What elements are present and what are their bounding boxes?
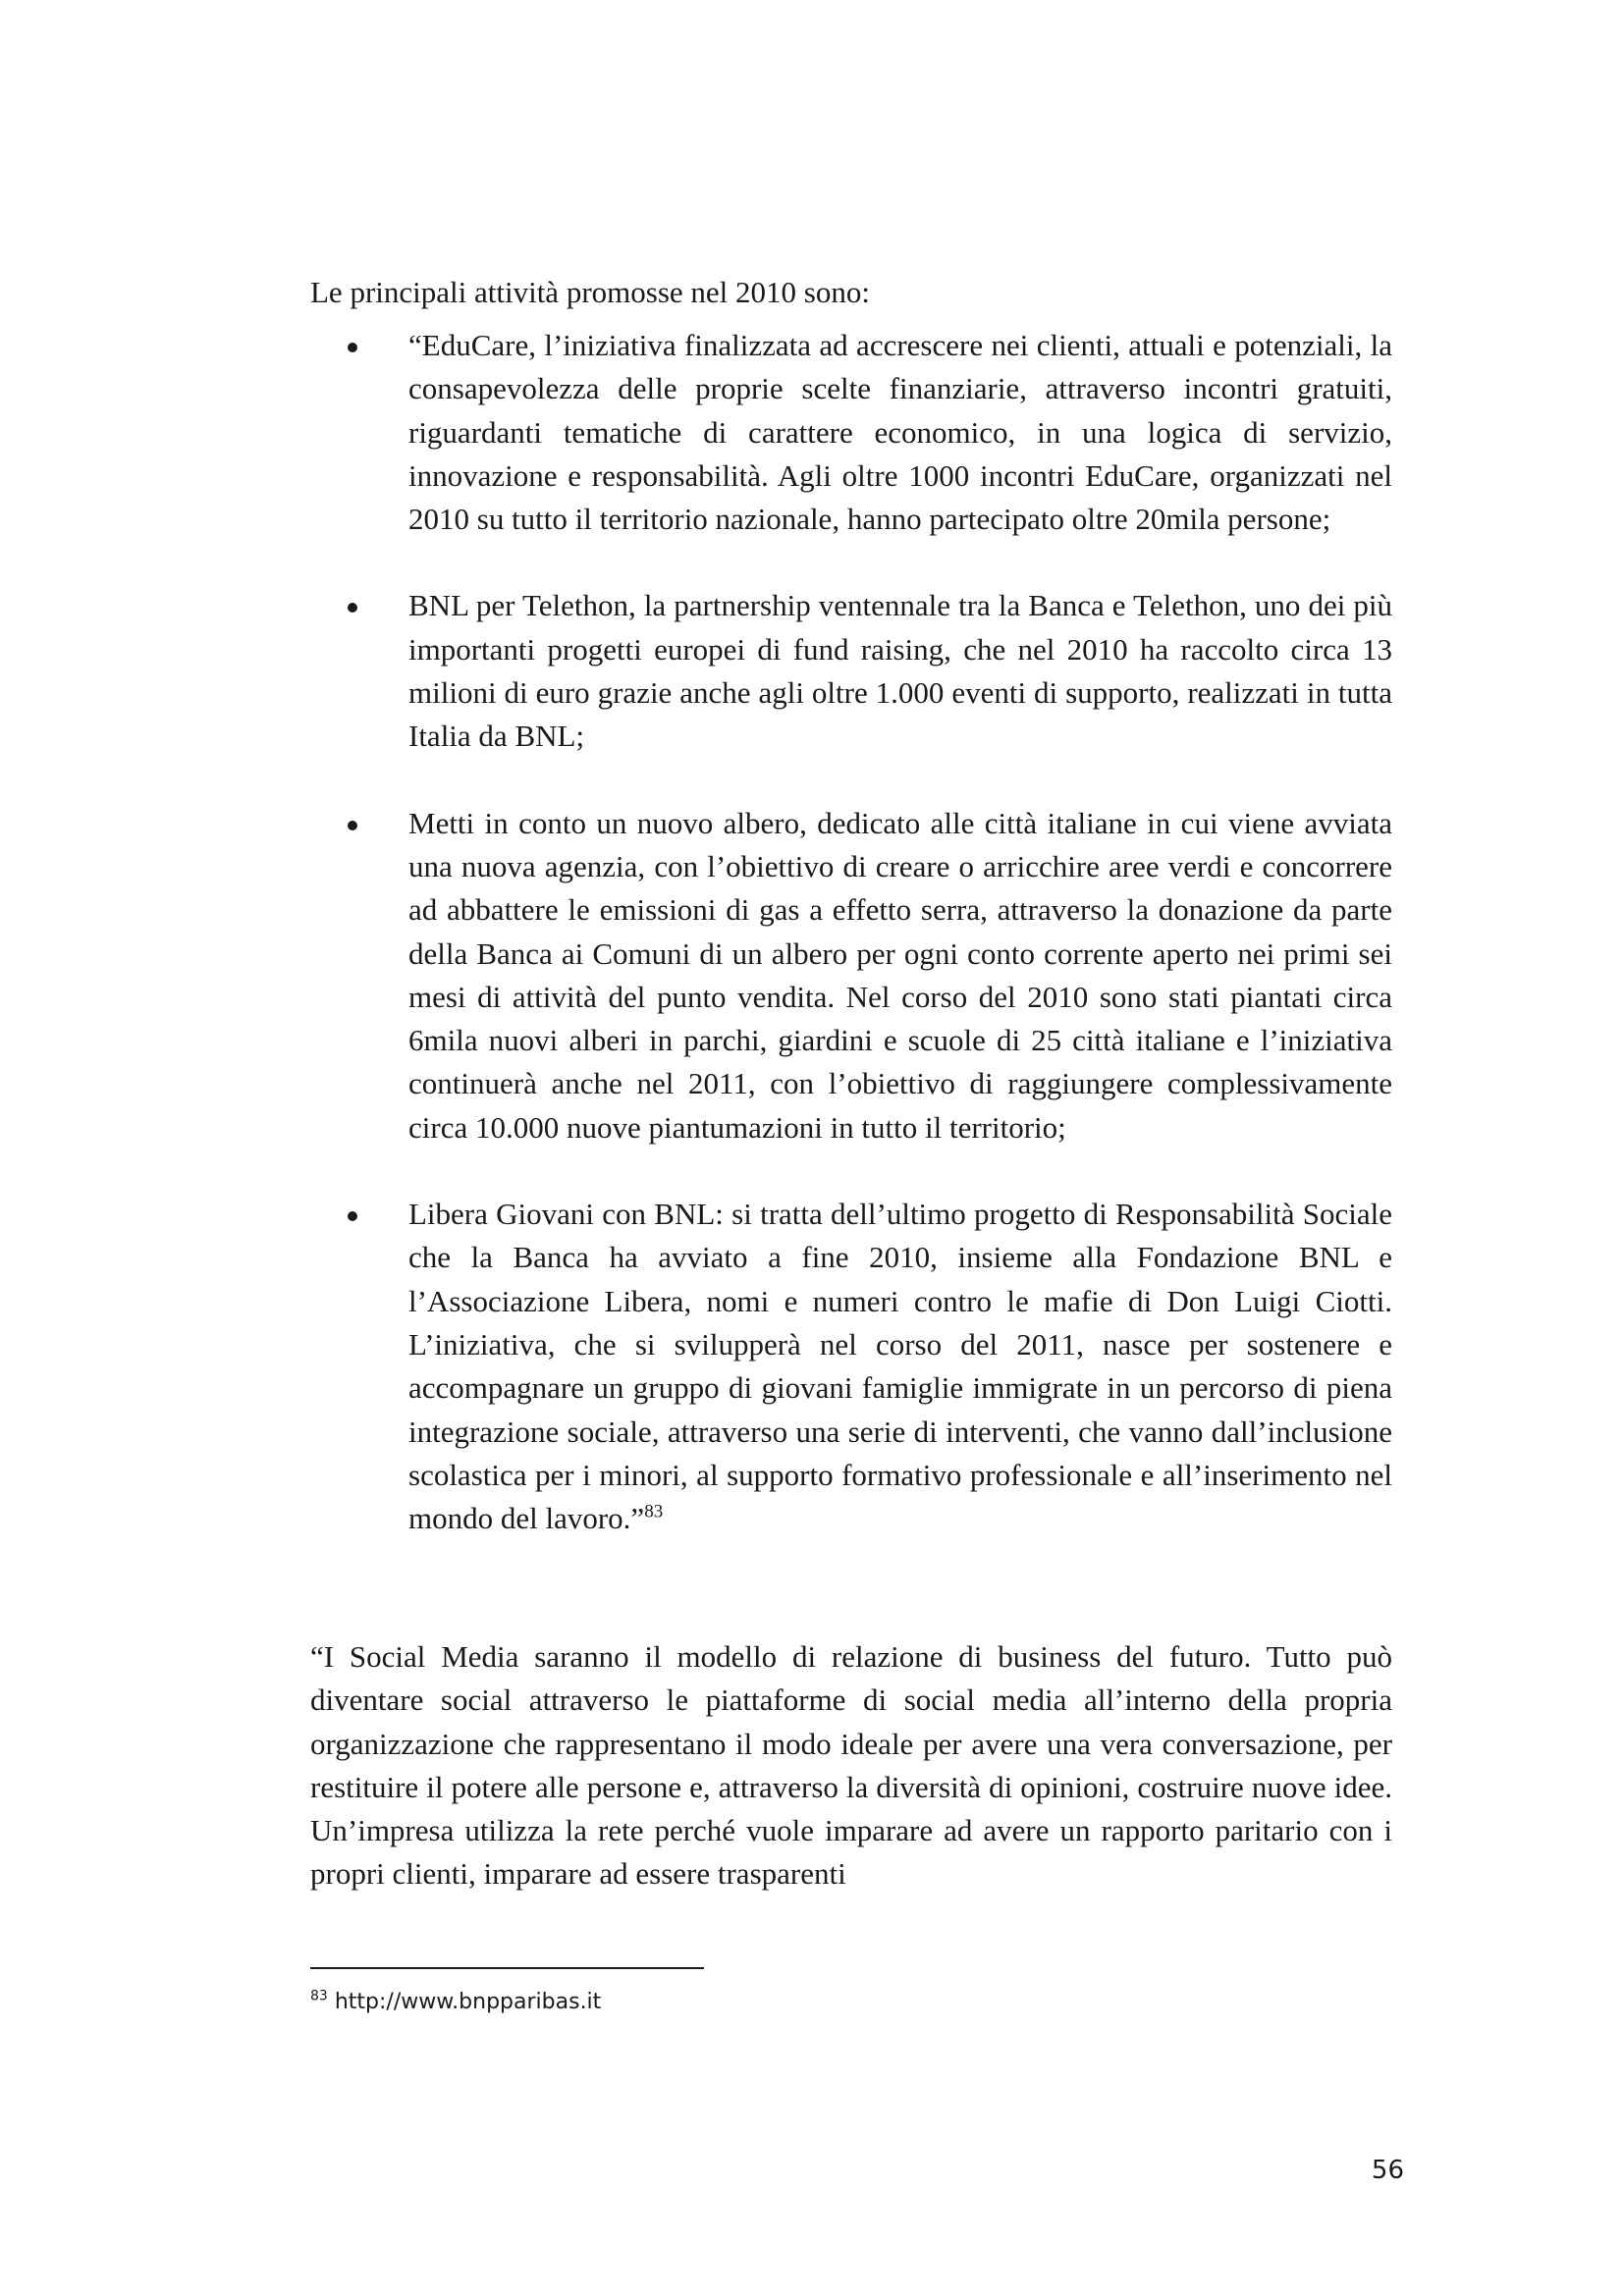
- activity-list: [310, 324, 1392, 1583]
- footnote-number: 83: [310, 1988, 328, 2004]
- bullet-dot-icon: [348, 1211, 357, 1221]
- list-item-text: “EduCare, l’iniziativa finalizzata ad accrescere nei clienti, attuali e potenziali, la consapevolezza delle proprie scelte finanziarie, attraverso incontri gratuiti, riguardanti tematiche di carattere economico, in una logica di servizio, innovazione e responsabilità. Agli oltre 1000 incontri EduCare, organizzati nel 2010 su tutto il territorio nazionale, hanno partecipato oltre 20mila persone;: [408, 328, 1392, 537]
- list-item-text: BNL per Telethon, la partnership ventennale tra la Banca e Telethon, uno dei più importanti progetti europei di fund raising, che nel 2010 ha raccolto circa 13 milioni di euro grazie anche agli oltre 1.000 eventi di supporto, realizzati in tutta Italia da BNL;: [408, 588, 1392, 754]
- body-paragraph: “I Social Media saranno il modello di relazione di business del futuro. Tutto può diventare social attraverso le piattaforme di social media all’interno della propria organizzazione che rappresentano il modo ideale per avere una vera conversazione, per restituire il potere alle persone e, attraverso la diversità di opinioni, costruire nuove idee. Un’impresa utilizza la rete perché vuole imparare ad avere un rapporto paritario con i propri clienti, imparare ad essere trasparenti: [310, 1639, 1392, 1892]
- page-number: 56: [1371, 2156, 1404, 2185]
- list-item-text: Metti in conto un nuovo albero, dedicato alle città italiane in cui viene avviata una nuova agenzia, con l’obiettivo di creare o arricchire aree verdi e concorrere ad abbattere le emissioni di gas a effetto serra, attraverso la donazione da parte della Banca ai Comuni di un albero per ogni conto corrente aperto nei primi sei mesi di attività del punto vendita. Nel corso del 2010 sono stati piantati circa 6mila nuovi alberi in parchi, giardini e scuole di 25 città italiane e l’iniziativa continuerà anche nel 2011, con l’obiettivo di raggiungere complessivamente circa 10.000 nuove piantumazioni in tutto il territorio;: [408, 805, 1392, 1145]
- list-item-telethon: [310, 584, 1392, 758]
- bullet-dot-icon: [348, 603, 357, 613]
- list-item-libera-giovani: [310, 1193, 1392, 1540]
- bullet-dot-icon: [348, 343, 357, 352]
- footnote-reference[interactable]: 83: [644, 1501, 664, 1522]
- list-item-albero: [310, 802, 1392, 1149]
- bullet-dot-icon: [348, 821, 357, 830]
- footnote-link[interactable]: http://www.bnpparibas.it: [334, 1990, 602, 2014]
- footnote-divider: [310, 1967, 704, 1969]
- footnote: [310, 1988, 601, 2017]
- intro-line: Le principali attività promosse nel 2010 sono:: [310, 275, 870, 309]
- list-item-text: Libera Giovani con BNL: si tratta dell’ultimo progetto di Responsabilità Sociale che la Banca ha avviato a fine 2010, insieme alla Fondazione BNL e l’Associazione Libera, nomi e numeri contro le mafie di Don Luigi Ciotti. L’iniziativa, che si svilupperà nel corso del 2011, nasce per sostenere e accompagnare un gruppo di giovani famiglie immigrate in un percorso di piena integrazione sociale, attraverso una serie di interventi, che vanno dall’inclusione scolastica per i minori, al supporto formativo professionale e all’inserimento nel mondo del lavoro.”: [408, 1197, 1392, 1536]
- list-item-educare: [310, 324, 1392, 541]
